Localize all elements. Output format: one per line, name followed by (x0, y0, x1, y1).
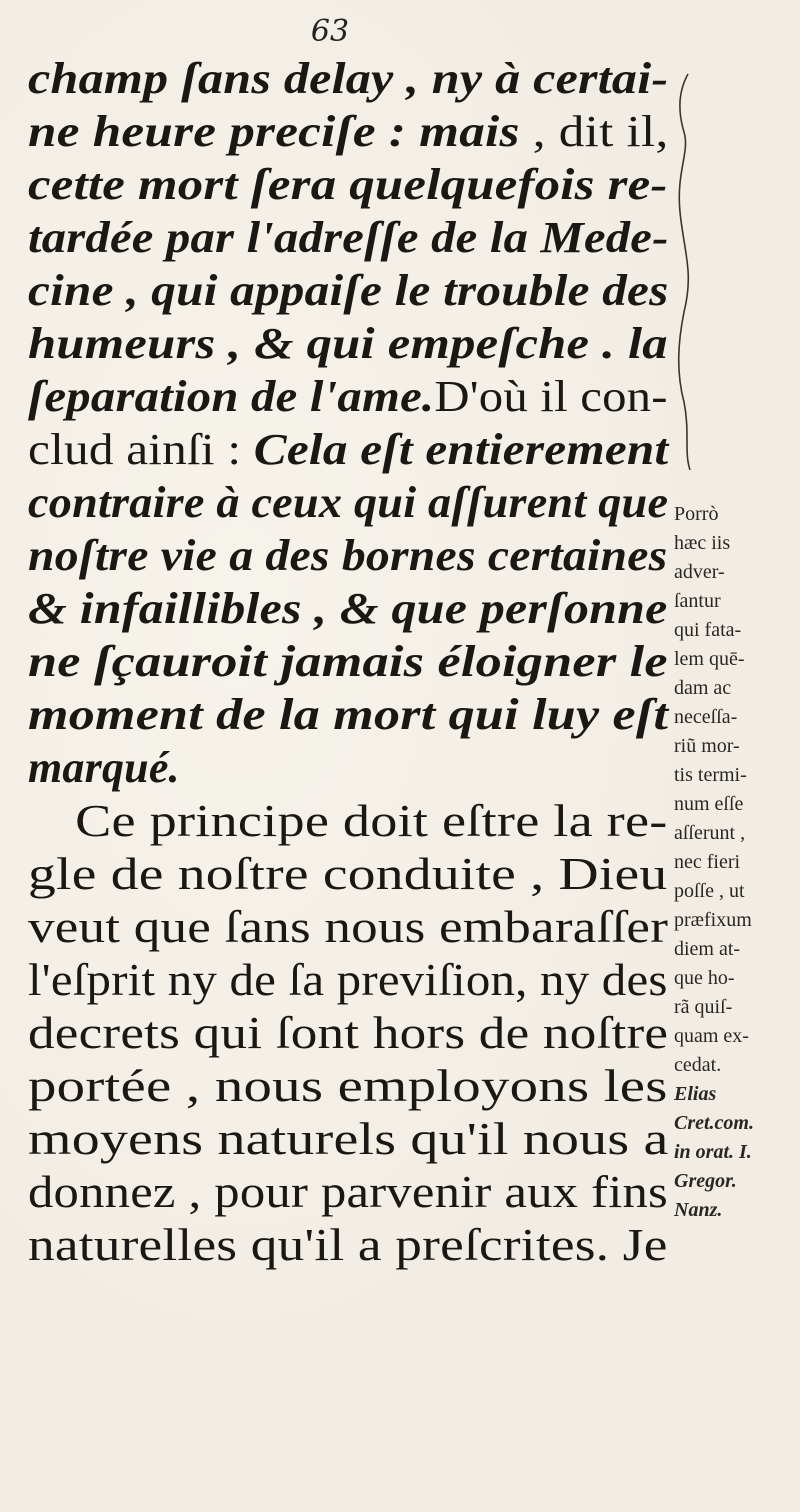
margin-line: riũ mor- (674, 735, 740, 757)
citation-line: Nanz. (674, 1199, 723, 1221)
text-segment: naturelles qu'il a preſcrites. Je (28, 1219, 668, 1270)
margin-line: quam ex- (674, 1025, 749, 1047)
main-text-block (28, 52, 668, 1271)
margin-line: hæc iis (674, 532, 731, 554)
text-line (28, 370, 737, 423)
margin-line: Porrò (674, 503, 719, 525)
text-segment: cine , qui appaiſe le trouble des (28, 266, 669, 315)
text-segment: clud ainſi : (28, 425, 254, 474)
text-segment: tardée par l'adreſſe de la Mede- (28, 213, 669, 262)
text-line (28, 211, 735, 264)
text-segment: D'où il con- (434, 372, 668, 421)
text-segment: Ce principe doit eſtre la re- (75, 795, 668, 846)
text-segment: gle de noſtre conduite , Dieu (28, 848, 668, 899)
text-segment: contraire à ceux qui aſſurent que (28, 478, 669, 527)
text-line (28, 423, 744, 476)
text-segment: humeurs , & qui empeſche . la (28, 319, 668, 368)
margin-line: aſſerunt , (674, 822, 746, 844)
citation-line: Gregor. (674, 1170, 737, 1192)
margin-line: tis termi- (674, 764, 747, 786)
margin-line: neceſſa- (674, 706, 738, 728)
text-segment: moyens naturels qu'il nous a (28, 1113, 669, 1164)
text-line (28, 317, 765, 370)
margin-line: rã quiſ- (674, 996, 733, 1018)
margin-line: lem quē- (674, 648, 745, 670)
text-segment: donnez , pour parvenir aux fins (28, 1166, 669, 1217)
text-segment: ſeparation de l'ame. (28, 372, 435, 421)
text-line (28, 1006, 767, 1059)
margin-citation (674, 1080, 794, 1225)
text-segment: noſtre vie a des bornes certaines (28, 531, 668, 580)
text-line (28, 794, 782, 847)
text-segment: moment de la mort qui luy eſt (28, 690, 669, 739)
text-line (28, 264, 744, 317)
text-segment: marqué. (28, 743, 180, 792)
margin-line: adver- (674, 561, 725, 583)
margin-line: præfixum (674, 909, 752, 931)
text-segment: , dit il, (532, 107, 669, 156)
text-segment: & infaillibles , & que perſonne (28, 584, 668, 633)
text-line (28, 741, 668, 794)
text-line (28, 476, 701, 529)
text-segment: Cela eſt entierement (253, 425, 669, 474)
citation-line: in orat. I. (674, 1141, 752, 1163)
margin-line: cedat. (674, 1054, 722, 1076)
text-segment: champ ſans delay , ny à certai- (28, 54, 669, 103)
text-line (28, 52, 757, 105)
text-segment: ne ſçauroit jamais éloigner le (28, 637, 668, 686)
margin-line: nec fieri (674, 851, 741, 873)
text-line (28, 1165, 733, 1218)
text-line (28, 953, 708, 1006)
text-segment: ne heure preciſe : mais (28, 107, 533, 156)
text-line (28, 688, 785, 741)
margin-line: qui fata- (674, 619, 742, 641)
citation-line: Cret.com. (674, 1112, 754, 1134)
margin-line: poſſe , ut (674, 880, 745, 902)
text-line (28, 105, 773, 158)
text-segment: l'eſprit ny de ſa previſion, ny des (28, 954, 668, 1005)
margin-line: num eſſe (674, 793, 744, 815)
citation-line: Elias (674, 1083, 717, 1105)
margin-note-text (674, 500, 794, 1080)
margin-line: que ho- (674, 967, 735, 989)
text-segment: decrets qui ſont hors de noſtre (28, 1007, 669, 1058)
text-segment: portée , nous employons les (28, 1060, 668, 1111)
page-number: 63 (310, 14, 350, 49)
margin-line: ſantur (674, 590, 721, 612)
text-line (28, 900, 766, 953)
text-segment: cette mort ſera quelquefois re- (28, 160, 668, 209)
margin-note (674, 500, 794, 1225)
text-line (28, 158, 767, 211)
margin-line: dam ac (674, 677, 732, 699)
text-line (28, 1218, 769, 1271)
margin-line: diem at- (674, 938, 741, 960)
text-line (28, 529, 722, 582)
text-segment: veut que ſans nous embaraſſer (28, 901, 669, 952)
text-line (28, 582, 754, 635)
